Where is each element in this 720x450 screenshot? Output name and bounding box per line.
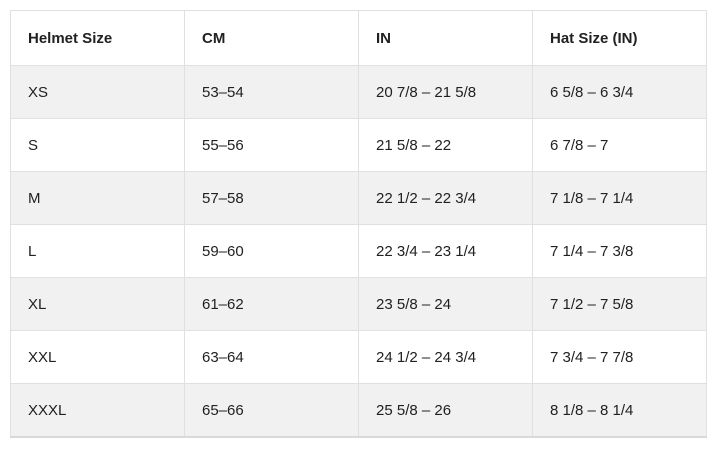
table-cell: 7 1/8 – 7 1/4 (533, 172, 707, 225)
table-cell: XXXL (11, 384, 185, 438)
table-cell: 65–66 (185, 384, 359, 438)
table-cell: L (11, 225, 185, 278)
table-cell: 6 7/8 – 7 (533, 119, 707, 172)
table-cell: 53–54 (185, 66, 359, 119)
table-cell: 6 5/8 – 6 3/4 (533, 66, 707, 119)
table-cell: 63–64 (185, 331, 359, 384)
helmet-size-table (10, 10, 707, 438)
table-row (11, 331, 707, 384)
table-row (11, 66, 707, 119)
table-cell: 57–58 (185, 172, 359, 225)
table-row (11, 278, 707, 331)
table-cell: 55–56 (185, 119, 359, 172)
table-body (11, 66, 707, 438)
table-row (11, 172, 707, 225)
column-header-in: IN (359, 11, 533, 66)
table-cell: 20 7/8 – 21 5/8 (359, 66, 533, 119)
size-chart-container (10, 10, 707, 438)
table-cell: 22 1/2 – 22 3/4 (359, 172, 533, 225)
table-cell: 23 5/8 – 24 (359, 278, 533, 331)
table-row (11, 225, 707, 278)
column-header-cm: CM (185, 11, 359, 66)
table-cell: 21 5/8 – 22 (359, 119, 533, 172)
table-cell: 59–60 (185, 225, 359, 278)
table-cell: S (11, 119, 185, 172)
table-cell: 61–62 (185, 278, 359, 331)
table-header-row (11, 11, 707, 66)
table-cell: 7 1/4 – 7 3/8 (533, 225, 707, 278)
table-cell: 7 1/2 – 7 5/8 (533, 278, 707, 331)
column-header-hat-size: Hat Size (IN) (533, 11, 707, 66)
table-cell: 8 1/8 – 8 1/4 (533, 384, 707, 438)
table-row (11, 119, 707, 172)
table-cell: XS (11, 66, 185, 119)
table-row (11, 11, 707, 66)
table-cell: M (11, 172, 185, 225)
table-cell: 25 5/8 – 26 (359, 384, 533, 438)
table-cell: 24 1/2 – 24 3/4 (359, 331, 533, 384)
table-cell: 22 3/4 – 23 1/4 (359, 225, 533, 278)
table-cell: XXL (11, 331, 185, 384)
table-row (11, 384, 707, 438)
table-cell: 7 3/4 – 7 7/8 (533, 331, 707, 384)
table-cell: XL (11, 278, 185, 331)
column-header-helmet-size: Helmet Size (11, 11, 185, 66)
